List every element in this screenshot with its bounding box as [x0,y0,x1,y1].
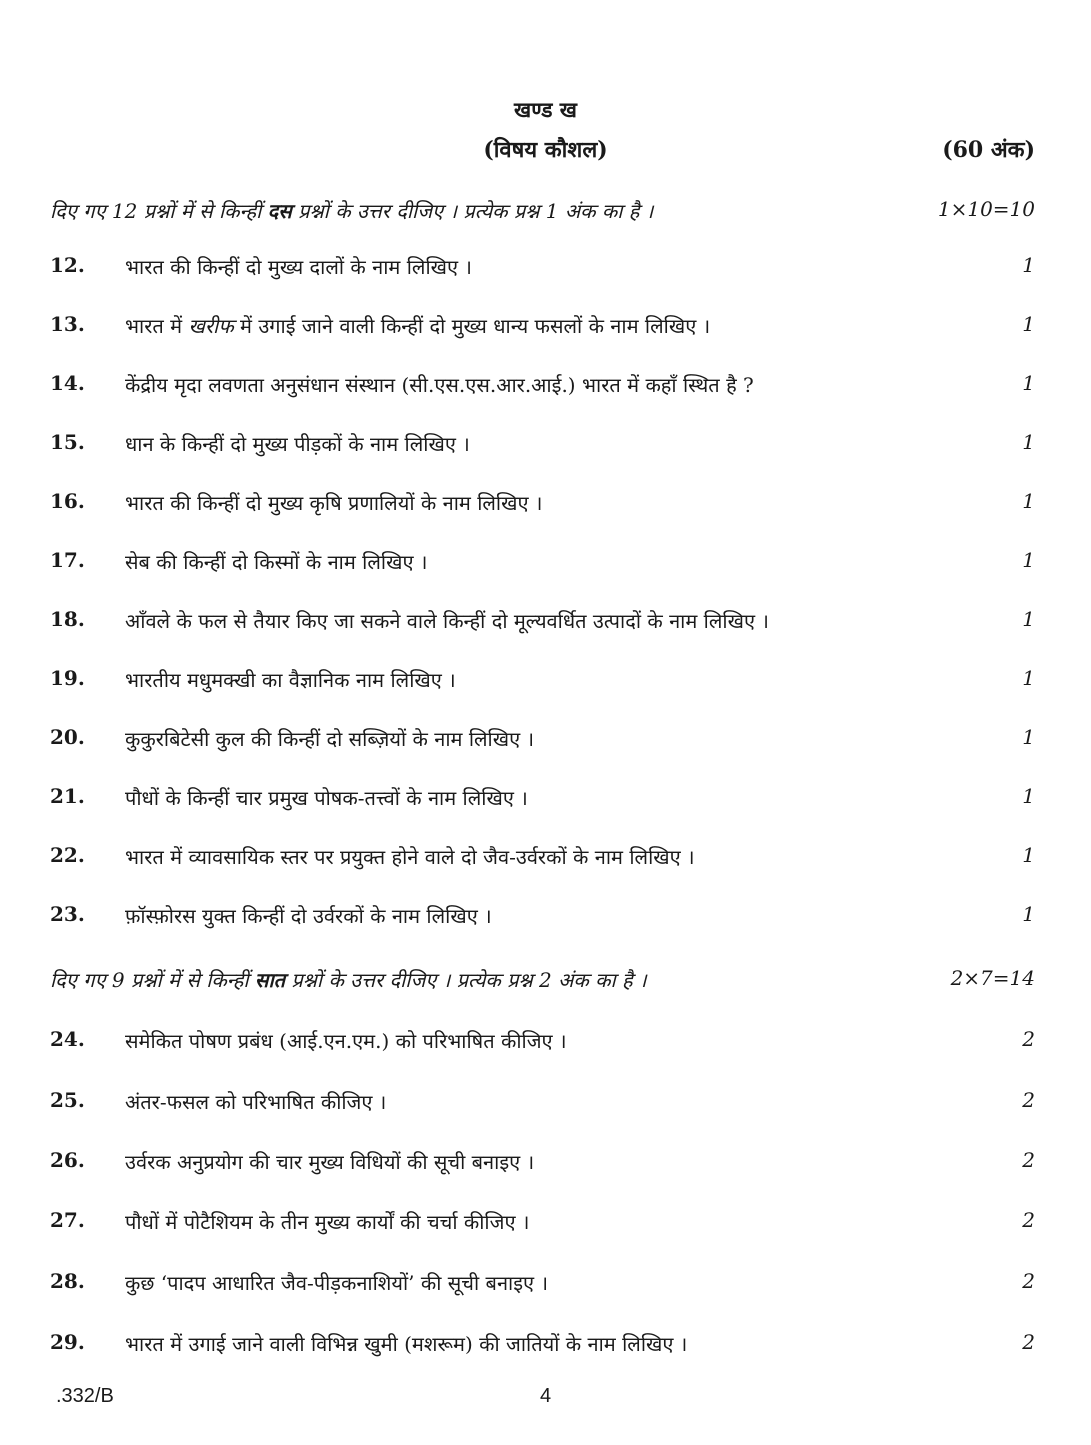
subtitle-row [0,134,1091,168]
question-text: भारत में व्यावसायिक स्तर पर प्रयुक्त होने वाले दो जैव-उर्वरकों के नाम लिखिए । [125,845,695,869]
question-text: कुछ ‘पादप आधारित जैव-पीड़कनाशियों’ की सूची बनाइए । [125,1271,549,1295]
question-row [50,1208,1035,1242]
page-number: 4 [539,1385,552,1407]
question-text: उर्वरक अनुप्रयोग की चार मुख्य विधियों की सूची बनाइए । [125,1150,535,1174]
question-row [50,253,1035,287]
question-number: 25. [50,1088,85,1112]
question-row [50,843,1035,877]
question-number: 16. [50,489,85,513]
instruction-post: प्रश्नों के उत्तर दीजिए । प्रत्येक प्रश्न 1 अंक का है । [291,199,654,223]
question-text: भारत की किन्हीं दो मुख्य कृषि प्रणालियों के नाम लिखिए । [125,491,543,515]
question-row [50,725,1035,759]
question-mark: 2 [1022,1088,1035,1112]
question-number: 21. [50,784,85,808]
question-mark: 1 [1022,371,1035,395]
question-number: 14. [50,371,85,395]
question-mark: 2 [1022,1148,1035,1172]
question-number: 23. [50,902,85,926]
question-row [50,607,1035,641]
question-row [50,902,1035,936]
question-row [50,784,1035,818]
instruction-part2 [50,966,1035,998]
question-text: पौधों में पोटैशियम के तीन मुख्य कार्यों की चर्चा कीजिए । [125,1210,530,1234]
question-number: 26. [50,1148,85,1172]
question-mark: 1 [1022,843,1035,867]
question-row [50,1088,1035,1122]
instruction-pre: दिए गए 12 प्रश्नों में से किन्हीं [50,199,268,223]
instruction-pre: दिए गए 9 प्रश्नों में से किन्हीं [50,968,255,992]
question-text: सेब की किन्हीं दो किस्मों के नाम लिखिए । [125,550,428,574]
question-row [50,1330,1035,1364]
question-number: 13. [50,312,85,336]
instruction-text [50,966,647,993]
question-mark: 1 [1022,607,1035,631]
section-subtitle: (विषय कौशल) [483,137,608,163]
instruction-text [50,197,653,224]
instruction-bold: दस [267,199,292,223]
question-mark: 2 [1022,1330,1035,1354]
question-text-italic: खरीफ [188,314,234,338]
question-number: 15. [50,430,85,454]
question-row [50,666,1035,700]
question-row [50,430,1035,464]
question-row [50,312,1035,346]
question-row [50,1148,1035,1182]
question-number: 20. [50,725,85,749]
question-mark: 1 [1022,253,1035,277]
question-mark: 1 [1022,430,1035,454]
question-number: 24. [50,1027,85,1051]
question-number: 27. [50,1208,85,1232]
question-mark: 1 [1022,666,1035,690]
question-number: 29. [50,1330,85,1354]
total-marks: (60 अंक) [942,137,1035,163]
question-row [50,1269,1035,1303]
question-mark: 1 [1022,312,1035,336]
question-number: 22. [50,843,85,867]
question-mark: 1 [1022,784,1035,808]
question-number: 28. [50,1269,85,1293]
question-mark: 1 [1022,725,1035,749]
question-text: फ़ॉस्फ़ोरस युक्त किन्हीं दो उर्वरकों के नाम लिखिए । [125,904,492,928]
question-text: आँवले के फल से तैयार किए जा सकने वाले किन्हीं दो मूल्यवर्धित उत्पादों के नाम लिखिए । [125,609,769,633]
paper-code: .332/B [56,1385,114,1407]
question-mark: 2 [1022,1208,1035,1232]
question-number: 17. [50,548,85,572]
question-text: भारत में उगाई जाने वाली विभिन्न खुमी (मशरूम) की जातियों के नाम लिखिए । [125,1332,688,1356]
question-text-pre: भारत में [125,314,189,338]
question-text: भारतीय मधुमक्खी का वैज्ञानिक नाम लिखिए । [125,668,456,692]
question-row [50,548,1035,582]
question-mark: 1 [1022,548,1035,572]
question-text: केंद्रीय मृदा लवणता अनुसंधान संस्थान (सी.एस.एस.आर.आई.) भारत में कहाँ स्थित है ? [125,373,754,397]
question-number: 19. [50,666,85,690]
question-text: पौधों के किन्हीं चार प्रमुख पोषक-तत्त्वों के नाम लिखिए । [125,786,528,810]
question-number: 12. [50,253,85,277]
question-text: धान के किन्हीं दो मुख्य पीड़कों के नाम लिखिए । [125,432,470,456]
question-number: 18. [50,607,85,631]
question-text: समेकित पोषण प्रबंध (आई.एन.एम.) को परिभाषित कीजिए । [125,1029,567,1053]
question-text: कुकुरबिटेसी कुल की किन्हीं दो सब्ज़ियों के नाम लिखिए । [125,727,535,751]
section-title: खण्ड ख [514,97,577,122]
instruction-post: प्रश्नों के उत्तर दीजिए । प्रत्येक प्रश्न 2 अंक का है । [285,968,647,992]
question-mark: 1 [1022,489,1035,513]
question-text [125,312,710,339]
question-row [50,1027,1035,1061]
question-row [50,489,1035,523]
instruction-bold: सात [254,968,286,992]
marks-formula: 2×7=14 [950,966,1035,990]
question-mark: 2 [1022,1269,1035,1293]
question-mark: 1 [1022,902,1035,926]
question-text-post: में उगाई जाने वाली किन्हीं दो मुख्य धान्य फसलों के नाम लिखिए । [233,314,711,338]
marks-formula: 1×10=10 [937,197,1035,221]
instruction-part1 [50,197,1035,229]
question-mark: 2 [1022,1027,1035,1051]
question-text: भारत की किन्हीं दो मुख्य दालों के नाम लिखिए । [125,255,473,279]
question-row [50,371,1035,405]
question-text: अंतर-फसल को परिभाषित कीजिए । [125,1090,387,1114]
